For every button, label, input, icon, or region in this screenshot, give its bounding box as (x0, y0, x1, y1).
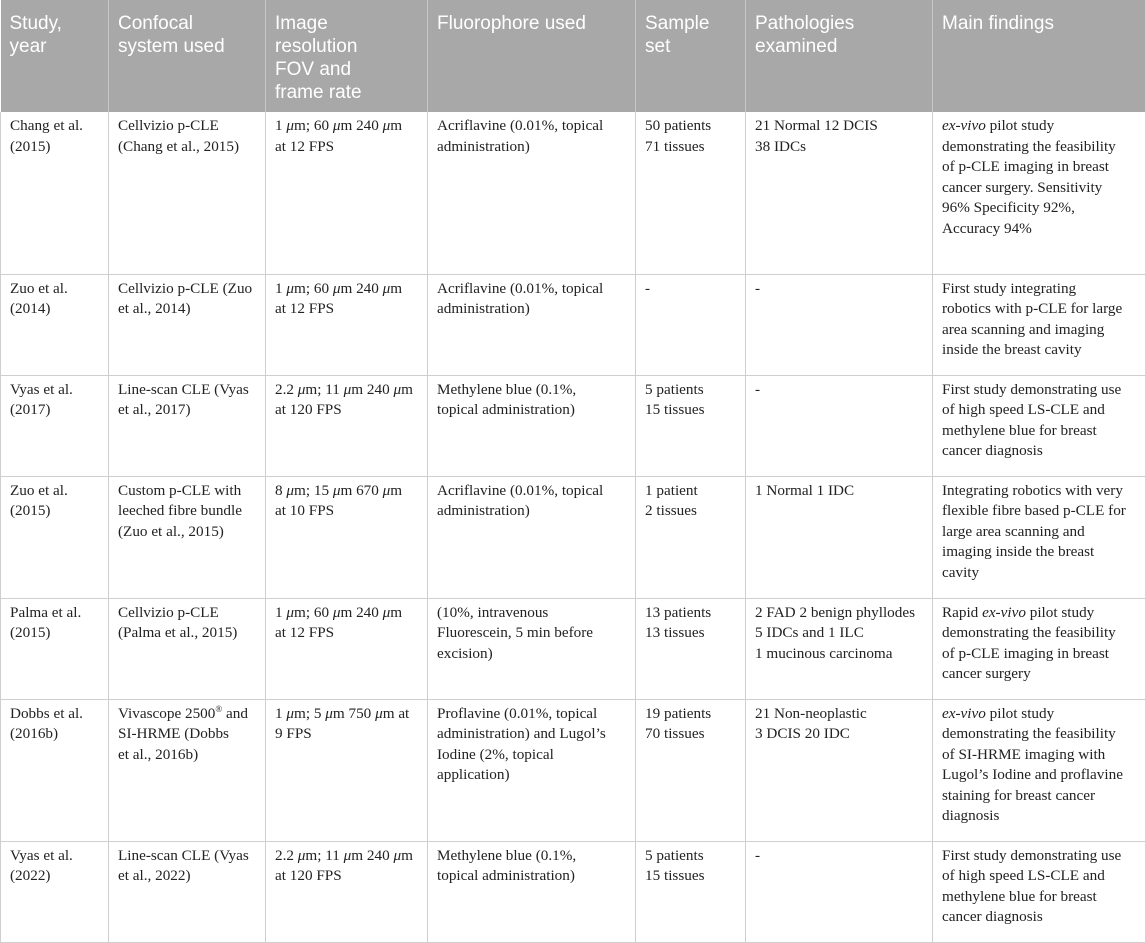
cell-sample: 5 patients 15 tissues (636, 375, 746, 476)
cell-sample: 19 patients 70 tissues (636, 699, 746, 841)
cell-resolution: 2.2 μm; 11 μm 240 μm at 120 FPS (266, 375, 428, 476)
header-main-findings: Main findings (933, 0, 1145, 112)
table-row (1, 375, 1145, 476)
cell-pathologies: 21 Normal 12 DCIS 38 IDCs (746, 112, 933, 274)
cell-findings: First study integrating robotics with p-CLE for large area scanning and imaging inside the breast cavity (933, 274, 1145, 375)
cell-resolution: 1 μm; 5 μm 750 μm at 9 FPS (266, 699, 428, 841)
cell-fluorophore: Proflavine (0.01%, topical administration) and Lugol’s Iodine (2%, topical application) (428, 699, 636, 841)
cell-resolution: 1 μm; 60 μm 240 μm at 12 FPS (266, 112, 428, 274)
cell-study: Vyas et al. (2017) (1, 375, 109, 476)
cell-pathologies: 1 Normal 1 IDC (746, 476, 933, 598)
cell-study: Zuo et al. (2015) (1, 476, 109, 598)
cell-pathologies: 2 FAD 2 benign phyllodes 5 IDCs and 1 ILC 1 mucinous carcinoma (746, 598, 933, 699)
table-body (1, 112, 1145, 942)
header-image-resolution: Image resolution FOV and frame rate (266, 0, 428, 112)
table-row (1, 841, 1145, 942)
cell-findings: ex-vivo pilot study demonstrating the feasibility of SI-HRME imaging with Lugol’s Iodine and proflavine staining for breast cancer diagnosis (933, 699, 1145, 841)
cell-study: Palma et al. (2015) (1, 598, 109, 699)
cell-fluorophore: Methylene blue (0.1%, topical administration) (428, 841, 636, 942)
cell-fluorophore: Methylene blue (0.1%, topical administration) (428, 375, 636, 476)
header-confocal-system: Confocal system used (109, 0, 266, 112)
cell-fluorophore: (10%, intravenous Fluorescein, 5 min before excision) (428, 598, 636, 699)
cell-findings: Integrating robotics with very flexible fibre based p-CLE for large area scanning and imaging inside the breast cavity (933, 476, 1145, 598)
table-header (1, 0, 1145, 112)
header-fluorophore: Fluorophore used (428, 0, 636, 112)
table-row (1, 476, 1145, 598)
cell-system: Cellvizio p-CLE (Palma et al., 2015) (109, 598, 266, 699)
cell-fluorophore: Acriflavine (0.01%, topical administration) (428, 274, 636, 375)
cell-study: Chang et al. (2015) (1, 112, 109, 274)
cell-resolution: 1 μm; 60 μm 240 μm at 12 FPS (266, 598, 428, 699)
cell-pathologies: - (746, 274, 933, 375)
cell-system: Cellvizio p-CLE (Zuo et al., 2014) (109, 274, 266, 375)
header-sample-set: Sample set (636, 0, 746, 112)
cell-system: Custom p-CLE with leeched fibre bundle (Zuo et al., 2015) (109, 476, 266, 598)
cell-findings: Rapid ex-vivo pilot study demonstrating the feasibility of p-CLE imaging in breast cancer surgery (933, 598, 1145, 699)
cell-study: Vyas et al. (2022) (1, 841, 109, 942)
cell-sample: 13 patients 13 tissues (636, 598, 746, 699)
cell-fluorophore: Acriflavine (0.01%, topical administration) (428, 112, 636, 274)
cell-findings: ex-vivo pilot study demonstrating the feasibility of p-CLE imaging in breast cancer surgery. Sensitivity 96% Specificity 92%, Accuracy 94% (933, 112, 1145, 274)
cell-resolution: 8 μm; 15 μm 670 μm at 10 FPS (266, 476, 428, 598)
table-row (1, 699, 1145, 841)
cell-sample: 5 patients 15 tissues (636, 841, 746, 942)
cell-system: Vivascope 2500® and SI-HRME (Dobbs et al., 2016b) (109, 699, 266, 841)
header-row (1, 0, 1145, 112)
cell-study: Zuo et al. (2014) (1, 274, 109, 375)
cell-sample: 1 patient 2 tissues (636, 476, 746, 598)
header-study-year: Study, year (1, 0, 109, 112)
cell-sample: 50 patients 71 tissues (636, 112, 746, 274)
cell-fluorophore: Acriflavine (0.01%, topical administration) (428, 476, 636, 598)
cell-system: Line-scan CLE (Vyas et al., 2017) (109, 375, 266, 476)
cell-system: Cellvizio p-CLE (Chang et al., 2015) (109, 112, 266, 274)
cell-sample: - (636, 274, 746, 375)
table-row (1, 274, 1145, 375)
cell-resolution: 2.2 μm; 11 μm 240 μm at 120 FPS (266, 841, 428, 942)
table-row (1, 598, 1145, 699)
cell-findings: First study demonstrating use of high speed LS-CLE and methylene blue for breast cancer diagnosis (933, 375, 1145, 476)
registered-mark: ® (215, 703, 222, 713)
table-row (1, 112, 1145, 274)
cell-system: Line-scan CLE (Vyas et al., 2022) (109, 841, 266, 942)
cell-findings: First study demonstrating use of high speed LS-CLE and methylene blue for breast cancer diagnosis (933, 841, 1145, 942)
cell-resolution: 1 μm; 60 μm 240 μm at 12 FPS (266, 274, 428, 375)
cell-study: Dobbs et al. (2016b) (1, 699, 109, 841)
cell-pathologies: - (746, 841, 933, 942)
cell-pathologies: 21 Non-neoplastic 3 DCIS 20 IDC (746, 699, 933, 841)
header-pathologies: Pathologies examined (746, 0, 933, 112)
cell-pathologies: - (746, 375, 933, 476)
